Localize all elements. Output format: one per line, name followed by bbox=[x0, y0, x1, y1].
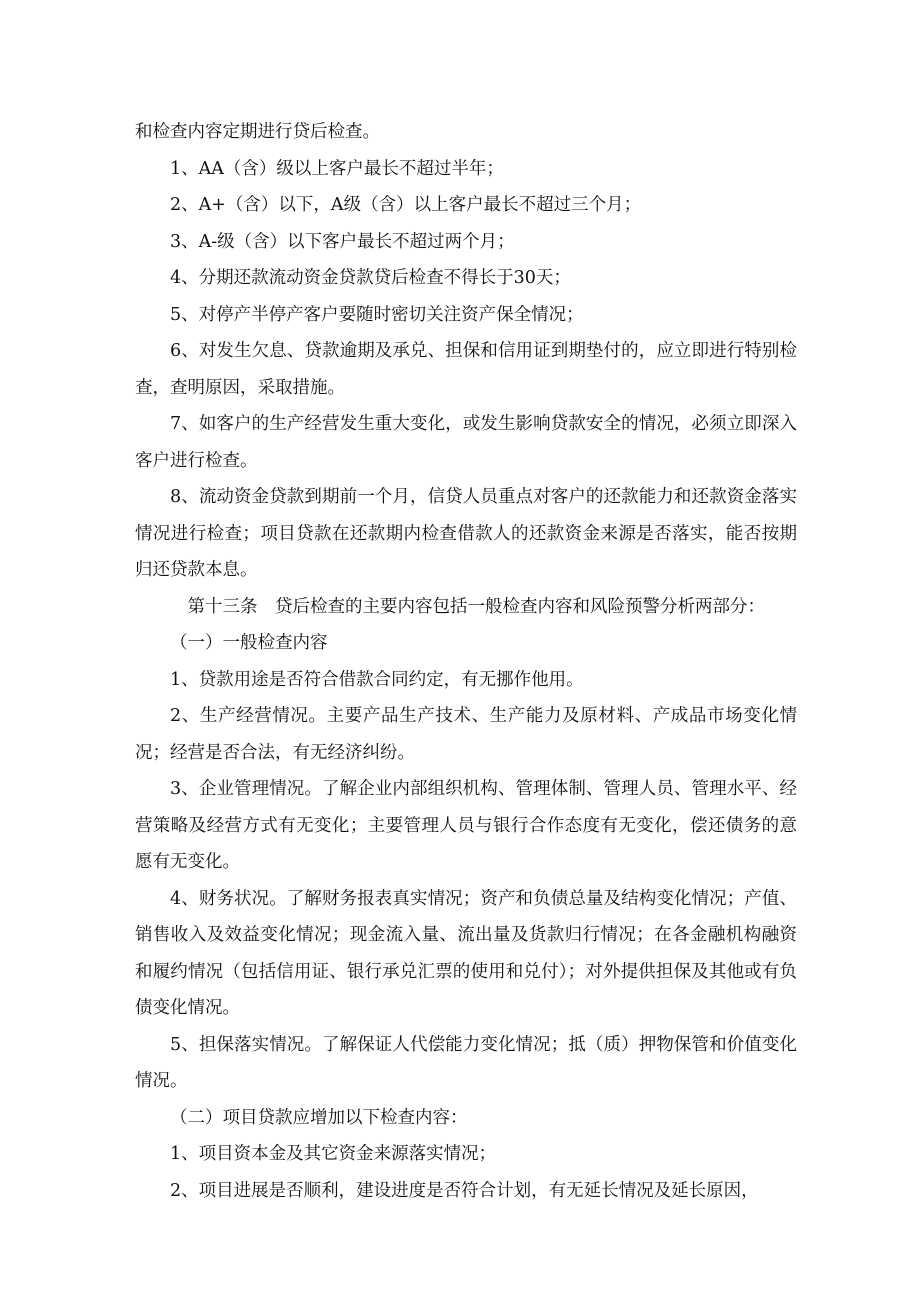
paragraph-item-maturity: 8、流动资金贷款到期前一个月，信贷人员重点对客户的还款能力和还款资金落实情况进行检查；项目贷款在还款期内检查借款人的还款资金来源是否落实，能否按期归还贷款本息。 bbox=[135, 487, 797, 580]
paragraph-item-installment: 4、分期还款流动资金贷款贷后检查不得长于30天； bbox=[170, 268, 571, 288]
paragraph-item-aa: 1、AA（含）级以上客户最长不超过半年； bbox=[170, 158, 504, 179]
paragraph-item-a-minus: 3、A-级（含）以下客户最长不超过两个月； bbox=[170, 231, 515, 252]
paragraph-item-major-change: 7、如客户的生产经营发生重大变化，或发生影响贷款安全的情况，必须立即深入客户进行检查。 bbox=[135, 414, 797, 471]
section-heading-general: （一）一般检查内容 bbox=[170, 633, 328, 653]
paragraph-general-usage: 1、贷款用途是否符合借款合同约定，有无挪作他用。 bbox=[170, 669, 584, 690]
paragraph-item-a-plus: 2、A+（含）以下，A级（含）以上客户最长不超过三个月； bbox=[170, 195, 642, 215]
paragraph-project-capital: 1、项目资本金及其它资金来源落实情况； bbox=[170, 1144, 497, 1164]
paragraph-item-overdue: 6、对发生欠息、贷款逾期及承兑、担保和信用证到期垫付的，应立即进行特别检查，查明原因，采取措施。 bbox=[135, 341, 797, 398]
paragraph-project-progress: 2、项目进展是否顺利，建设进度是否符合计划，有无延长情况及延长原因， bbox=[170, 1180, 759, 1201]
paragraph-article-13: 第十三条 贷后检查的主要内容包括一般检查内容和风险预警分析两部分： bbox=[187, 596, 765, 617]
paragraph-general-management: 3、企业管理情况。了解企业内部组织机构、管理体制、管理人员、管理水平、经营策略及经营方式有无变化；主要管理人员与银行合作态度有无变化，偿还债务的意愿有无变化。 bbox=[135, 779, 797, 872]
paragraph-general-finance: 4、财务状况。了解财务报表真实情况；资产和负债总量及结构变化情况；产值、销售收入及效益变化情况；现金流入量、流出量及货款归行情况；在各金融机构融资和履约情况（包括信用证、银行承兑汇票的使用和兑付）；对外提供担保及其他或有负债变化情况。 bbox=[135, 888, 797, 1018]
paragraph-general-guarantee: 5、担保落实情况。了解保证人代偿能力变化情况；抵（质）押物保管和价值变化情况。 bbox=[135, 1034, 797, 1091]
paragraph-general-operations: 2、生产经营情况。主要产品生产技术、生产能力及原材料、产成品市场变化情况；经营是否合法，有无经济纠纷。 bbox=[135, 706, 797, 763]
paragraph-item-suspended: 5、对停产半停产客户要随时密切关注资产保全情况； bbox=[170, 304, 584, 325]
document-body bbox=[135, 114, 797, 1209]
section-heading-project: （二）项目贷款应增加以下检查内容： bbox=[170, 1107, 468, 1128]
paragraph-continuation: 和检查内容定期进行贷后检查。 bbox=[135, 122, 380, 142]
